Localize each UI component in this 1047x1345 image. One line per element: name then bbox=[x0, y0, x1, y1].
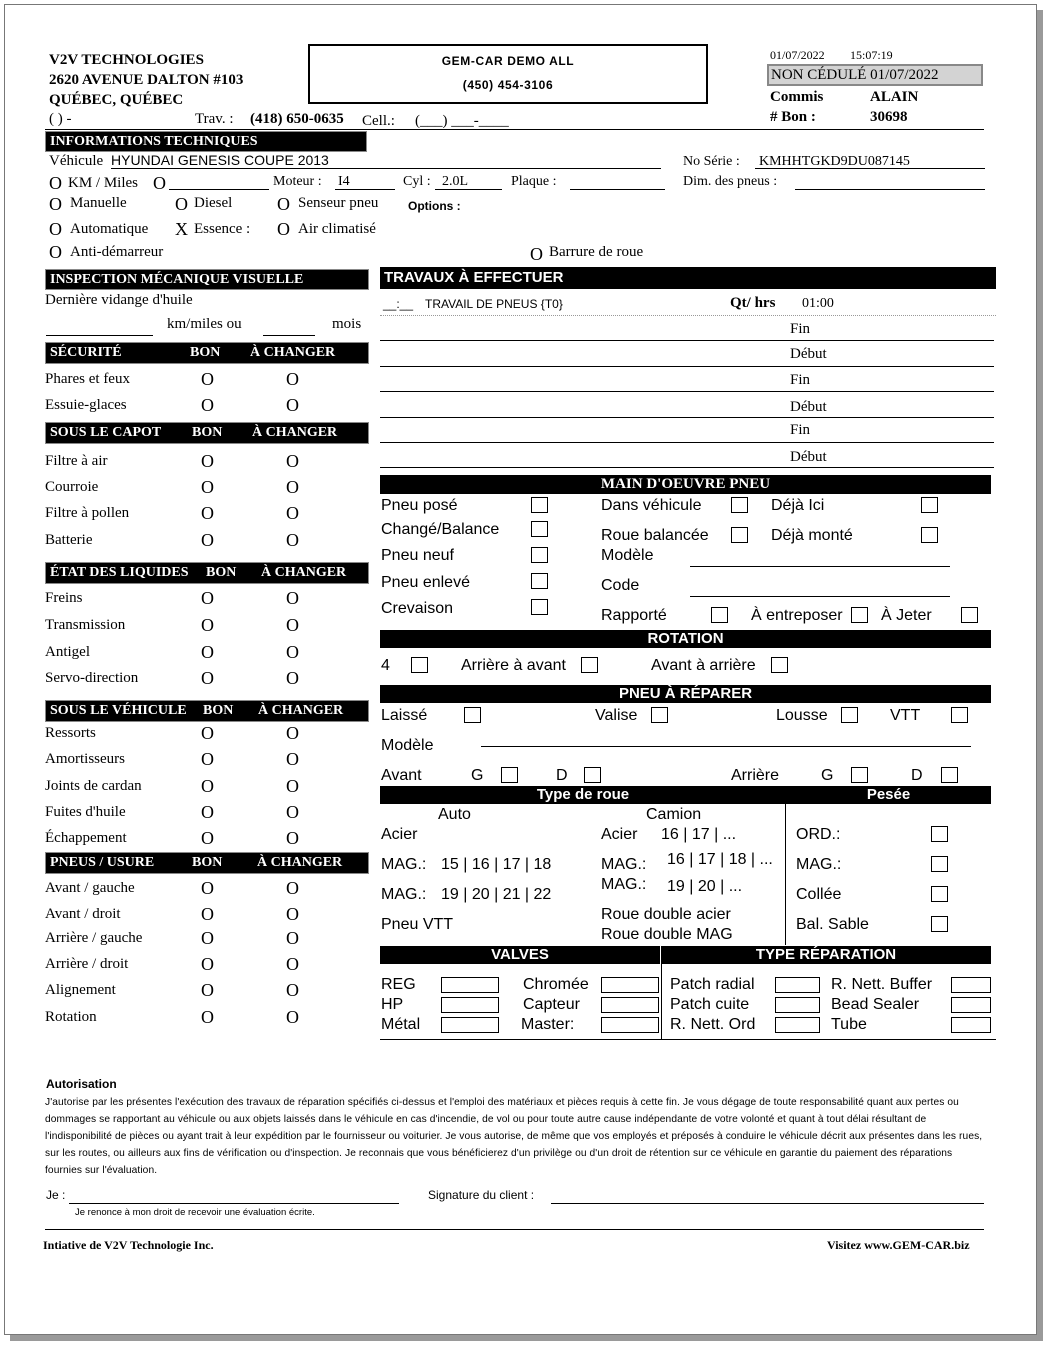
fin-3: Fin bbox=[790, 422, 811, 438]
changer-radio[interactable]: O bbox=[286, 477, 299, 497]
bon-value: 30698 bbox=[870, 109, 908, 125]
lousse-checkbox[interactable] bbox=[841, 707, 858, 723]
changer-radio[interactable]: O bbox=[286, 530, 299, 550]
signature-line[interactable] bbox=[551, 1203, 984, 1204]
entreposer-label: À entreposer bbox=[751, 607, 843, 624]
avant-arriere-label: Avant à arrière bbox=[651, 657, 756, 674]
je-line[interactable] bbox=[69, 1203, 399, 1204]
diesel-label: Diesel bbox=[194, 195, 233, 211]
travaux-line-1 bbox=[380, 340, 994, 341]
metal-field[interactable] bbox=[441, 1017, 499, 1033]
auto-mag1-values: 15 | 16 | 17 | 18 bbox=[441, 856, 552, 873]
diesel-radio[interactable]: O bbox=[175, 194, 188, 214]
miles-radio[interactable]: O bbox=[153, 173, 166, 193]
arriere-g-checkbox[interactable] bbox=[851, 767, 868, 783]
client-box bbox=[308, 44, 708, 104]
tube-field[interactable] bbox=[951, 1017, 991, 1033]
work-order-page bbox=[4, 4, 1037, 1335]
header-divider bbox=[45, 129, 984, 130]
patch-radial-label: Patch radial bbox=[670, 976, 755, 993]
bon-radio[interactable]: O bbox=[201, 451, 214, 471]
manuelle-radio[interactable]: O bbox=[49, 194, 62, 214]
section-title: SOUS LE VÉHICULE bbox=[50, 703, 187, 718]
trav-label: Trav. : bbox=[195, 111, 234, 127]
pesee-divider bbox=[785, 804, 786, 945]
dans-vehicule-label: Dans véhicule bbox=[601, 497, 702, 514]
dim-label: Dim. des pneus : bbox=[683, 174, 778, 189]
section-title: SÉCURITÉ bbox=[50, 345, 122, 360]
status-badge: NON CÉDULÉ 01/07/2022 bbox=[767, 64, 983, 86]
reparer-header: PNEU À RÉPARER bbox=[380, 685, 991, 703]
vehicle-value: HYUNDAI GENESIS COUPE 2013 bbox=[111, 152, 329, 168]
travaux-line-5 bbox=[380, 442, 994, 443]
bon-radio[interactable]: O bbox=[201, 503, 214, 523]
roue-balancee-label: Roue balancée bbox=[601, 527, 709, 544]
arriere-g-label: G bbox=[821, 767, 834, 784]
changer-radio[interactable]: O bbox=[286, 802, 299, 822]
fin-2: Fin bbox=[790, 372, 811, 388]
avant-g-checkbox[interactable] bbox=[501, 767, 518, 783]
pesee-sable-checkbox[interactable] bbox=[931, 916, 948, 932]
avant-d-checkbox[interactable] bbox=[584, 767, 601, 783]
bon-radio[interactable]: O bbox=[201, 828, 214, 848]
moteur-value: I4 bbox=[338, 174, 350, 189]
vidange-mois-line bbox=[263, 335, 315, 336]
changer-radio[interactable]: O bbox=[286, 668, 299, 688]
inspection-item-label: Alignement bbox=[45, 982, 116, 998]
km-line bbox=[169, 189, 269, 190]
barrure-label: Barrure de roue bbox=[549, 244, 644, 260]
bon-column-header: BON bbox=[192, 855, 223, 870]
camion-acier-values: 16 | 17 | ... bbox=[661, 826, 737, 843]
auto-mag1-label: MAG.: bbox=[381, 856, 427, 873]
travaux-dotted bbox=[380, 315, 996, 316]
reparer-arriere-label: Arrière bbox=[731, 767, 780, 784]
bon-radio[interactable]: O bbox=[201, 749, 214, 769]
inspection-item-label: Échappement bbox=[45, 830, 127, 846]
reg-field[interactable] bbox=[441, 977, 499, 993]
inspection-item-label: Avant / gauche bbox=[45, 880, 135, 896]
autorisation-title: Autorisation bbox=[46, 1077, 117, 1091]
client-phone: (450) 454-3106 bbox=[462, 78, 554, 92]
pesee-collee-label: Collée bbox=[796, 886, 842, 903]
reg-label: REG bbox=[381, 976, 416, 993]
section-title: ÉTAT DES LIQUIDES bbox=[50, 565, 189, 580]
bon-radio[interactable]: O bbox=[201, 668, 214, 688]
inspection-header: INSPECTION MÉCANIQUE VISUELLE bbox=[45, 269, 369, 290]
serie-label: No Série : bbox=[683, 154, 740, 169]
changer-radio[interactable]: O bbox=[286, 954, 299, 974]
camion-label: Camion bbox=[646, 806, 702, 823]
commis-label: Commis bbox=[770, 89, 824, 105]
nett-buffer-label: R. Nett. Buffer bbox=[831, 976, 933, 993]
crevaison-checkbox[interactable] bbox=[531, 599, 548, 615]
company-city: QUÉBEC, QUÉBEC bbox=[49, 92, 184, 108]
changer-radio[interactable]: O bbox=[286, 776, 299, 796]
vehicle-label: Véhicule bbox=[49, 153, 104, 169]
rotation-four-checkbox[interactable] bbox=[411, 657, 428, 673]
senseur-radio[interactable]: O bbox=[277, 194, 290, 214]
valise-label: Valise bbox=[595, 707, 638, 724]
debut-2: Début bbox=[790, 399, 827, 415]
travaux-line-6 bbox=[380, 467, 994, 468]
inspection-item-label: Filtre à air bbox=[45, 453, 108, 469]
auto-mag2-label: MAG.: bbox=[381, 886, 427, 903]
inspection-section-header bbox=[45, 422, 369, 444]
bon-radio[interactable]: O bbox=[201, 477, 214, 497]
cyl-value: 2.0L bbox=[442, 174, 469, 189]
bon-radio[interactable]: O bbox=[201, 928, 214, 948]
pesee-mag-checkbox[interactable] bbox=[931, 856, 948, 872]
section-title: SOUS LE CAPOT bbox=[50, 425, 162, 440]
inspection-item-label: Essuie-glaces bbox=[45, 397, 127, 413]
inspection-item-label: Rotation bbox=[45, 1009, 97, 1025]
cyl-label: Cyl : bbox=[403, 174, 431, 189]
chromee-label: Chromée bbox=[523, 976, 589, 993]
company-name: V2V TECHNOLOGIES bbox=[49, 52, 204, 68]
deja-monte-checkbox[interactable] bbox=[921, 527, 938, 543]
reparer-modele-line bbox=[481, 746, 971, 747]
trav-phone: (418) 650-0635 bbox=[250, 111, 344, 127]
inspection-item-label: Servo-direction bbox=[45, 670, 139, 686]
tube-label: Tube bbox=[831, 1016, 867, 1033]
rapporte-checkbox[interactable] bbox=[711, 607, 728, 623]
dim-line bbox=[795, 189, 985, 190]
arriere-avant-label: Arrière à avant bbox=[461, 657, 566, 674]
mo-modele-label: Modèle bbox=[601, 547, 654, 564]
camion-acier-label: Acier bbox=[601, 826, 638, 843]
patch-cuite-field[interactable] bbox=[775, 997, 820, 1013]
cell-label: Cell.: bbox=[362, 113, 395, 129]
qt-value: 01:00 bbox=[802, 296, 834, 311]
rotation-header: ROTATION bbox=[380, 630, 991, 648]
inspection-item-label: Joints de cardan bbox=[45, 778, 142, 794]
laisse-label: Laissé bbox=[381, 707, 428, 724]
km-radio[interactable]: O bbox=[49, 173, 62, 193]
serie-value: KMHHTGKD9DU087145 bbox=[759, 154, 910, 169]
pneu-enleve-checkbox[interactable] bbox=[531, 573, 548, 589]
essence-label: Essence : bbox=[194, 221, 251, 237]
pneu-neuf-checkbox[interactable] bbox=[531, 547, 548, 563]
rapporte-label: Rapporté bbox=[601, 607, 667, 624]
inspection-item-label: Transmission bbox=[45, 617, 126, 633]
travaux-line-text: TRAVAIL DE PNEUS {T0} bbox=[425, 297, 563, 311]
auto-mag2-values: 19 | 20 | 21 | 22 bbox=[441, 886, 552, 903]
debut-3: Début bbox=[790, 449, 827, 465]
bead-sealer-field[interactable] bbox=[951, 997, 991, 1013]
pesee-sable-label: Bal. Sable bbox=[796, 916, 869, 933]
inspection-item-label: Freins bbox=[45, 590, 83, 606]
inspection-item-label: Phares et feux bbox=[45, 371, 130, 387]
barrure-radio[interactable]: O bbox=[530, 244, 543, 264]
antidem-label: Anti-démarreur bbox=[70, 244, 164, 260]
auto-label: Auto bbox=[438, 806, 471, 823]
changer-radio[interactable]: O bbox=[286, 723, 299, 743]
changer-column-header: À CHANGER bbox=[257, 855, 343, 870]
travaux-line-2 bbox=[380, 366, 994, 367]
pneu-neuf-label: Pneu neuf bbox=[381, 547, 454, 564]
antidem-radio[interactable]: O bbox=[49, 242, 62, 262]
crevaison-label: Crevaison bbox=[381, 600, 454, 617]
pneu-pose-label: Pneu posé bbox=[381, 497, 458, 514]
pesee-mag-label: MAG.: bbox=[796, 856, 842, 873]
bon-radio[interactable]: O bbox=[201, 878, 214, 898]
debut-1: Début bbox=[790, 346, 827, 362]
changer-column-header: À CHANGER bbox=[252, 425, 338, 440]
double-mag-label: Roue double MAG bbox=[601, 926, 733, 943]
bon-radio[interactable]: O bbox=[201, 530, 214, 550]
km-label: KM / Miles bbox=[68, 175, 139, 191]
changer-radio[interactable]: O bbox=[286, 503, 299, 523]
pneu-enleve-label: Pneu enlevé bbox=[381, 574, 470, 591]
pesee-header: Pesée bbox=[786, 786, 991, 804]
moteur-line bbox=[335, 189, 395, 190]
camion-mag2-values: 19 | 20 | ... bbox=[667, 878, 743, 895]
mo-modele-line bbox=[690, 566, 950, 567]
renonce-text: Je renonce à mon droit de recevoir une évaluation écrite. bbox=[75, 1207, 315, 1218]
changer-radio[interactable]: O bbox=[286, 904, 299, 924]
rotation-four-label: 4 bbox=[381, 657, 390, 674]
patch-radial-field[interactable] bbox=[775, 977, 820, 993]
reparer-modele-label: Modèle bbox=[381, 737, 434, 754]
changer-radio[interactable]: O bbox=[286, 395, 299, 415]
company-phone: ( ) - bbox=[49, 111, 72, 127]
reparer-avant-label: Avant bbox=[381, 767, 422, 784]
vidange-label: Dernière vidange d'huile bbox=[45, 292, 193, 308]
fin-1: Fin bbox=[790, 321, 811, 337]
pesee-collee-checkbox[interactable] bbox=[931, 886, 948, 902]
vtt-checkbox[interactable] bbox=[951, 707, 968, 723]
camion-mag2-label: MAG.: bbox=[601, 876, 647, 893]
patch-cuite-label: Patch cuite bbox=[670, 996, 750, 1013]
air-radio[interactable]: O bbox=[277, 219, 290, 239]
footer-left: Intiative de V2V Technologie Inc. bbox=[43, 1238, 214, 1252]
inspection-item-label: Avant / droit bbox=[45, 906, 121, 922]
autorisation-text: J'autorise par les présentes l'exécution des travaux de réparation spécifiés ci-dessus et l'emploi des matériaux et pièces requis à cette fin. Je vous dégage de toute responsabilité quant aux pertes ou dommages se rapportant au véhicule ou aux objets laissés dans le véhicule en cas d'incendie, de vol ou pour toute autre cause indépendante de votre volonté et quant à tout délai résultant de l'indisponibilité de pièces ou ayant trait à leur expédition par le fournisseur ou voiturier. Je vous autorise, de même que vos employés et préposés à conduire le véhicule décrit aux présentes dans les rues, sur les routes, ou ailleurs aux fins de vérification ou d'inspection. Je reconnais que vous bénéficierez d'un privilège ou d'un droit de rétention sur ce véhicule en garantie du paiement des réparations fournies sur l'évaluation. bbox=[45, 1097, 983, 1176]
tech-header: INFORMATIONS TECHNIQUES bbox=[45, 131, 367, 152]
change-balance-label: Changé/Balance bbox=[381, 521, 500, 538]
bon-radio[interactable]: O bbox=[201, 904, 214, 924]
bon-radio[interactable]: O bbox=[201, 642, 214, 662]
nett-ord-label: R. Nett. Ord bbox=[670, 1016, 756, 1033]
type-roue-header: Type de roue bbox=[380, 786, 786, 804]
nett-ord-field[interactable] bbox=[775, 1017, 820, 1033]
manuelle-label: Manuelle bbox=[70, 195, 127, 211]
changer-radio[interactable]: O bbox=[286, 980, 299, 1000]
inspection-item-label: Ressorts bbox=[45, 725, 96, 741]
chromee-field[interactable] bbox=[601, 977, 659, 993]
vidange-km-line bbox=[46, 335, 153, 336]
changer-radio[interactable]: O bbox=[286, 828, 299, 848]
bon-radio[interactable]: O bbox=[201, 802, 214, 822]
capteur-label: Capteur bbox=[523, 996, 580, 1013]
footer-divider bbox=[45, 1229, 984, 1230]
senseur-label: Senseur pneu bbox=[298, 195, 379, 211]
bon-radio[interactable]: O bbox=[201, 369, 214, 389]
arriere-d-checkbox[interactable] bbox=[941, 767, 958, 783]
changer-radio[interactable]: O bbox=[286, 588, 299, 608]
travaux-header: TRAVAUX À EFFECTUER bbox=[380, 267, 996, 289]
avant-g-label: G bbox=[471, 767, 484, 784]
print-date: 01/07/2022 bbox=[770, 48, 825, 62]
plaque-line bbox=[570, 189, 665, 190]
plaque-label: Plaque : bbox=[511, 174, 557, 189]
hp-field[interactable] bbox=[441, 997, 499, 1013]
jeter-label: À Jeter bbox=[881, 607, 932, 624]
avant-d-label: D bbox=[556, 767, 568, 784]
inspection-item-label: Fuites d'huile bbox=[45, 804, 126, 820]
inspection-item-label: Filtre à pollen bbox=[45, 505, 130, 521]
automatique-radio[interactable]: O bbox=[49, 219, 62, 239]
mo-code-label: Code bbox=[601, 577, 640, 594]
entreposer-checkbox[interactable] bbox=[851, 607, 868, 623]
bon-radio[interactable]: O bbox=[201, 1007, 214, 1027]
bon-radio[interactable]: O bbox=[201, 980, 214, 1000]
deja-monte-label: Déjà monté bbox=[771, 527, 853, 544]
auto-acier-label: Acier bbox=[381, 826, 418, 843]
bon-column-header: BON bbox=[192, 425, 223, 440]
bon-radio[interactable]: O bbox=[201, 615, 214, 635]
bon-column-header: BON bbox=[206, 565, 237, 580]
double-acier-label: Roue double acier bbox=[601, 906, 731, 923]
master-label: Master: bbox=[521, 1016, 575, 1033]
inspection-section-header bbox=[45, 562, 369, 584]
master-field[interactable] bbox=[601, 1017, 659, 1033]
automatique-label: Automatique bbox=[70, 221, 149, 237]
type-reparation-header: TYPE RÉPARATION bbox=[661, 946, 991, 964]
pneu-pose-checkbox[interactable] bbox=[531, 497, 548, 513]
bon-radio[interactable]: O bbox=[201, 588, 214, 608]
inspection-section-header bbox=[45, 342, 369, 364]
travaux-line-3 bbox=[380, 391, 994, 392]
cell-value: (___) ___-____ bbox=[415, 113, 509, 129]
deja-ici-label: Déjà Ici bbox=[771, 497, 825, 514]
dans-vehicule-checkbox[interactable] bbox=[731, 497, 748, 513]
metal-label: Métal bbox=[381, 1016, 421, 1033]
bon-column-header: BON bbox=[190, 345, 221, 360]
signature-label: Signature du client : bbox=[428, 1188, 535, 1202]
air-label: Air climatisé bbox=[298, 221, 376, 237]
options-label: Options : bbox=[408, 199, 461, 213]
kmmiles-label: km/miles ou bbox=[167, 316, 242, 332]
je-label: Je : bbox=[46, 1188, 66, 1202]
changer-radio[interactable]: O bbox=[286, 451, 299, 471]
company-address: 2620 AVENUE DALTON #103 bbox=[49, 72, 244, 88]
inspection-section-header bbox=[45, 852, 369, 874]
deja-ici-checkbox[interactable] bbox=[921, 497, 938, 513]
pneu-vtt-label: Pneu VTT bbox=[381, 916, 454, 933]
changer-radio[interactable]: O bbox=[286, 1007, 299, 1027]
changer-radio[interactable]: O bbox=[286, 369, 299, 389]
changer-radio[interactable]: O bbox=[286, 749, 299, 769]
capteur-field[interactable] bbox=[601, 997, 659, 1013]
change-balance-checkbox[interactable] bbox=[531, 521, 548, 537]
inspection-item-label: Antigel bbox=[45, 644, 90, 660]
client-name: GEM-CAR DEMO ALL bbox=[441, 54, 575, 68]
bon-radio[interactable]: O bbox=[201, 776, 214, 796]
camion-mag1-values: 16 | 17 | 18 | ... bbox=[667, 851, 773, 868]
changer-radio[interactable]: O bbox=[286, 928, 299, 948]
roue-balancee-checkbox[interactable] bbox=[731, 527, 748, 543]
mo-code-line bbox=[690, 596, 950, 597]
vehicle-line bbox=[111, 168, 661, 169]
commis-value: ALAIN bbox=[870, 89, 919, 105]
travaux-line-4 bbox=[380, 417, 994, 418]
arriere-avant-checkbox[interactable] bbox=[581, 657, 598, 673]
inspection-item-label: Courroie bbox=[45, 479, 99, 495]
changer-column-header: À CHANGER bbox=[261, 565, 347, 580]
changer-column-header: À CHANGER bbox=[250, 345, 336, 360]
serie-line bbox=[755, 168, 985, 169]
moteur-label: Moteur : bbox=[273, 174, 322, 189]
pesee-ord-label: ORD.: bbox=[796, 826, 841, 843]
valves-divider bbox=[661, 964, 662, 1039]
nett-buffer-field[interactable] bbox=[951, 977, 991, 993]
qt-label: Qt/ hrs bbox=[730, 295, 776, 311]
arriere-d-label: D bbox=[911, 767, 923, 784]
travaux-prefix: __:__ bbox=[383, 297, 414, 311]
changer-column-header: À CHANGER bbox=[258, 703, 344, 718]
inspection-item-label: Arrière / gauche bbox=[45, 930, 143, 946]
bead-sealer-label: Bead Sealer bbox=[831, 996, 920, 1013]
main-oeuvre-header: MAIN D'OEUVRE PNEU bbox=[380, 475, 991, 494]
changer-radio[interactable]: O bbox=[286, 615, 299, 635]
vtt-label: VTT bbox=[890, 707, 921, 724]
inspection-item-label: Arrière / droit bbox=[45, 956, 129, 972]
section-title: PNEUS / USURE bbox=[50, 855, 155, 870]
bon-radio[interactable]: O bbox=[201, 723, 214, 743]
jeter-checkbox[interactable] bbox=[961, 607, 978, 623]
mois-label: mois bbox=[332, 316, 362, 332]
lousse-label: Lousse bbox=[776, 707, 828, 724]
laisse-checkbox[interactable] bbox=[464, 707, 481, 723]
valves-header: VALVES bbox=[380, 946, 660, 964]
inspection-item-label: Batterie bbox=[45, 532, 93, 548]
camion-mag1-label: MAG.: bbox=[601, 856, 647, 873]
bon-label: # Bon : bbox=[770, 109, 816, 125]
bon-radio[interactable]: O bbox=[201, 395, 214, 415]
valise-checkbox[interactable] bbox=[651, 707, 668, 723]
essence-check[interactable]: X bbox=[175, 219, 188, 239]
inspection-section-header bbox=[45, 700, 369, 722]
changer-radio[interactable]: O bbox=[286, 878, 299, 898]
inspection-item-label: Amortisseurs bbox=[45, 751, 125, 767]
pesee-ord-checkbox[interactable] bbox=[931, 826, 948, 842]
bon-radio[interactable]: O bbox=[201, 954, 214, 974]
cyl-line bbox=[435, 189, 502, 190]
print-time: 15:07:19 bbox=[850, 48, 893, 62]
changer-radio[interactable]: O bbox=[286, 642, 299, 662]
avant-arriere-checkbox[interactable] bbox=[771, 657, 788, 673]
footer-right: Visitez www.GEM-CAR.biz bbox=[827, 1238, 970, 1252]
hp-label: HP bbox=[381, 996, 404, 1013]
valves-bottom-line bbox=[380, 1039, 996, 1040]
bon-column-header: BON bbox=[203, 703, 234, 718]
